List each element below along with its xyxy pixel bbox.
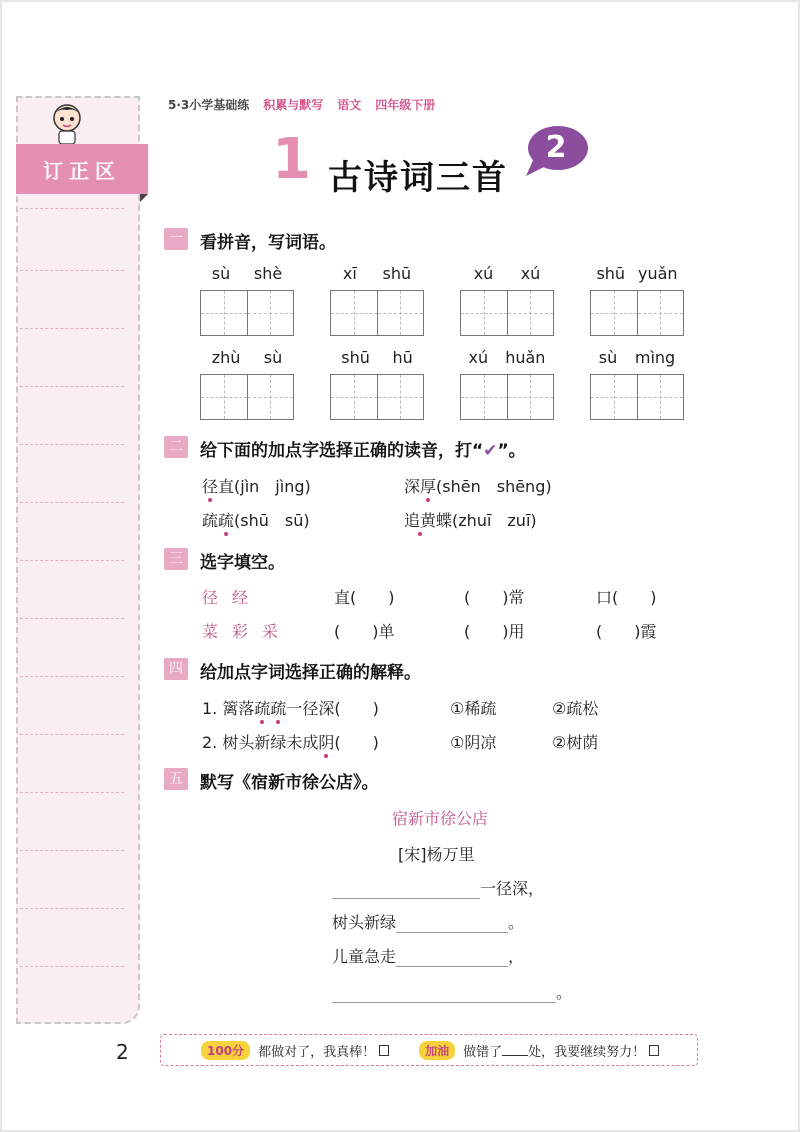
option: ①阴凉 xyxy=(450,733,497,752)
section-3-icon: 三 xyxy=(164,548,188,570)
writing-box[interactable] xyxy=(638,375,684,419)
lesson-number: 1 xyxy=(272,127,311,192)
pinyin-group-6 xyxy=(330,348,424,420)
pinyin-syllable: hū xyxy=(392,348,413,367)
writing-box[interactable] xyxy=(591,375,638,419)
fill-blank[interactable]: ( )霞 xyxy=(596,622,657,641)
grade-name: 四年级下册 xyxy=(375,98,436,112)
pinyin-syllable: sù xyxy=(263,348,283,367)
cheer-badge: 加油 xyxy=(419,1041,455,1060)
section-4-title: 给加点字词选择正确的解释。 xyxy=(200,663,421,683)
pinyin-syllable: shè xyxy=(253,264,283,283)
pinyin-group-2 xyxy=(330,264,424,336)
section-2-icon: 二 xyxy=(164,436,188,458)
reading-item-4: 追黄蝶(zhuī zuī) xyxy=(404,511,537,530)
pinyin-group-7 xyxy=(460,348,554,420)
section-4-icon: 四 xyxy=(164,658,188,680)
writing-box[interactable] xyxy=(591,291,638,335)
option: ②树荫 xyxy=(552,733,599,752)
pinyin-syllable: xú xyxy=(473,264,494,283)
writing-box[interactable] xyxy=(201,291,248,335)
writing-box[interactable] xyxy=(331,291,378,335)
poem-author: [宋]杨万里 xyxy=(398,845,475,864)
pinyin-syllable: xī xyxy=(342,264,357,283)
section-1-icon: 一 xyxy=(164,228,188,250)
option: ①稀疏 xyxy=(450,699,497,718)
self-check-bar xyxy=(160,1034,698,1066)
pinyin-syllable: zhù xyxy=(211,348,241,367)
subject-name: 语文 xyxy=(337,98,362,112)
meaning-question-1: 1. 篱落疏疏一径深( ) xyxy=(202,699,379,718)
section-2-title: 给下面的加点字选择正确的读音，打“✔”。 xyxy=(200,441,526,461)
mistake-count-blank[interactable] xyxy=(502,1044,528,1056)
writing-box[interactable] xyxy=(508,375,554,419)
pinyin-syllable: shū xyxy=(341,348,370,367)
dotted-char: 阴 xyxy=(318,733,335,752)
pinyin-group-3 xyxy=(460,264,554,336)
writing-box[interactable] xyxy=(508,291,554,335)
fill-blank[interactable]: ( )用 xyxy=(464,622,525,641)
pinyin-syllable: yuǎn xyxy=(637,264,678,283)
mascot-icon xyxy=(44,100,90,146)
checkbox-mistakes[interactable] xyxy=(649,1045,659,1056)
correction-area xyxy=(16,96,140,1024)
section-1-title: 看拼音，写词语。 xyxy=(200,233,336,253)
answer-blank[interactable] xyxy=(396,915,508,933)
pinyin-group-8 xyxy=(590,348,684,420)
lesson-title: 古诗词三首 xyxy=(328,158,508,198)
checkbox-correct[interactable] xyxy=(379,1045,389,1056)
answer-blank[interactable] xyxy=(332,985,556,1003)
section-5-title: 默写《宿新市徐公店》。 xyxy=(200,773,379,793)
dotted-char: 疏 xyxy=(270,699,287,718)
praise-text: 都做对了，我真棒！ xyxy=(258,1044,376,1060)
pinyin-syllable: shū xyxy=(382,264,412,283)
series-name: 5·3小学基础练 xyxy=(168,98,250,112)
pinyin-group-4 xyxy=(590,264,684,336)
pinyin-syllable: sù xyxy=(211,264,231,283)
writing-box[interactable] xyxy=(378,375,424,419)
correction-tab: 订正区 xyxy=(16,144,148,194)
writing-box[interactable] xyxy=(248,375,294,419)
answer-blank[interactable] xyxy=(332,881,480,899)
pinyin-syllable: huǎn xyxy=(505,348,546,367)
mistake-text: 做错了 处，我要继续努力！ xyxy=(463,1044,646,1060)
answer-blank[interactable] xyxy=(396,949,508,967)
pinyin-group-1 xyxy=(200,264,294,336)
dotted-char: 厚 xyxy=(420,477,437,496)
page-number: 2 xyxy=(116,1040,129,1064)
reading-item-3: 疏疏(shū sū) xyxy=(202,511,310,530)
book-header xyxy=(168,96,435,113)
poem-line-4: 。 xyxy=(332,980,572,1003)
dotted-char: 追黄 xyxy=(404,511,437,530)
pinyin-syllable: xú xyxy=(468,348,489,367)
option: ②疏松 xyxy=(552,699,599,718)
writing-box[interactable] xyxy=(461,375,508,419)
tab-fold xyxy=(140,194,148,202)
char-choices-2: 菜彩采 xyxy=(202,622,293,641)
section-3-title: 选字填空。 xyxy=(200,553,285,573)
section-5-icon: 五 xyxy=(164,768,188,790)
meaning-question-2: 2. 树头新绿未成阴( ) xyxy=(202,733,379,752)
writing-box[interactable] xyxy=(331,375,378,419)
fill-blank[interactable]: 口( ) xyxy=(596,588,657,607)
dotted-char: 疏 xyxy=(218,511,235,530)
topic-name: 积累与默写 xyxy=(263,98,324,112)
reading-item-1: 径直(jìn jìng) xyxy=(202,477,311,496)
lesson-badge-number: 2 xyxy=(545,130,567,165)
fill-blank[interactable]: 直( ) xyxy=(334,588,395,607)
fill-blank[interactable]: ( )单 xyxy=(334,622,395,641)
poem-line-3: 儿童急走 ， xyxy=(332,947,525,966)
poem-title: 宿新市徐公店 xyxy=(392,809,489,828)
writing-box[interactable] xyxy=(638,291,684,335)
writing-box[interactable] xyxy=(248,291,294,335)
pinyin-syllable: shū xyxy=(596,264,626,283)
writing-box[interactable] xyxy=(378,291,424,335)
full-score-badge: 100分 xyxy=(201,1041,250,1060)
poem-line-2: 树头新绿 。 xyxy=(332,913,525,932)
writing-box[interactable] xyxy=(461,291,508,335)
writing-box[interactable] xyxy=(201,375,248,419)
dotted-char: 疏 xyxy=(254,699,271,718)
pinyin-group-5 xyxy=(200,348,294,420)
pinyin-syllable: sù xyxy=(598,348,618,367)
dotted-char: 径 xyxy=(202,477,219,496)
fill-blank[interactable]: ( )常 xyxy=(464,588,525,607)
reading-item-2: 深厚(shēn shēng) xyxy=(404,477,552,496)
pinyin-syllable: xú xyxy=(520,264,541,283)
pinyin-syllable: mìng xyxy=(634,348,676,367)
char-choices-1: 径经 xyxy=(202,588,263,607)
checkmark-icon: ✔ xyxy=(483,441,498,461)
poem-line-1: 一径深， xyxy=(332,876,544,899)
